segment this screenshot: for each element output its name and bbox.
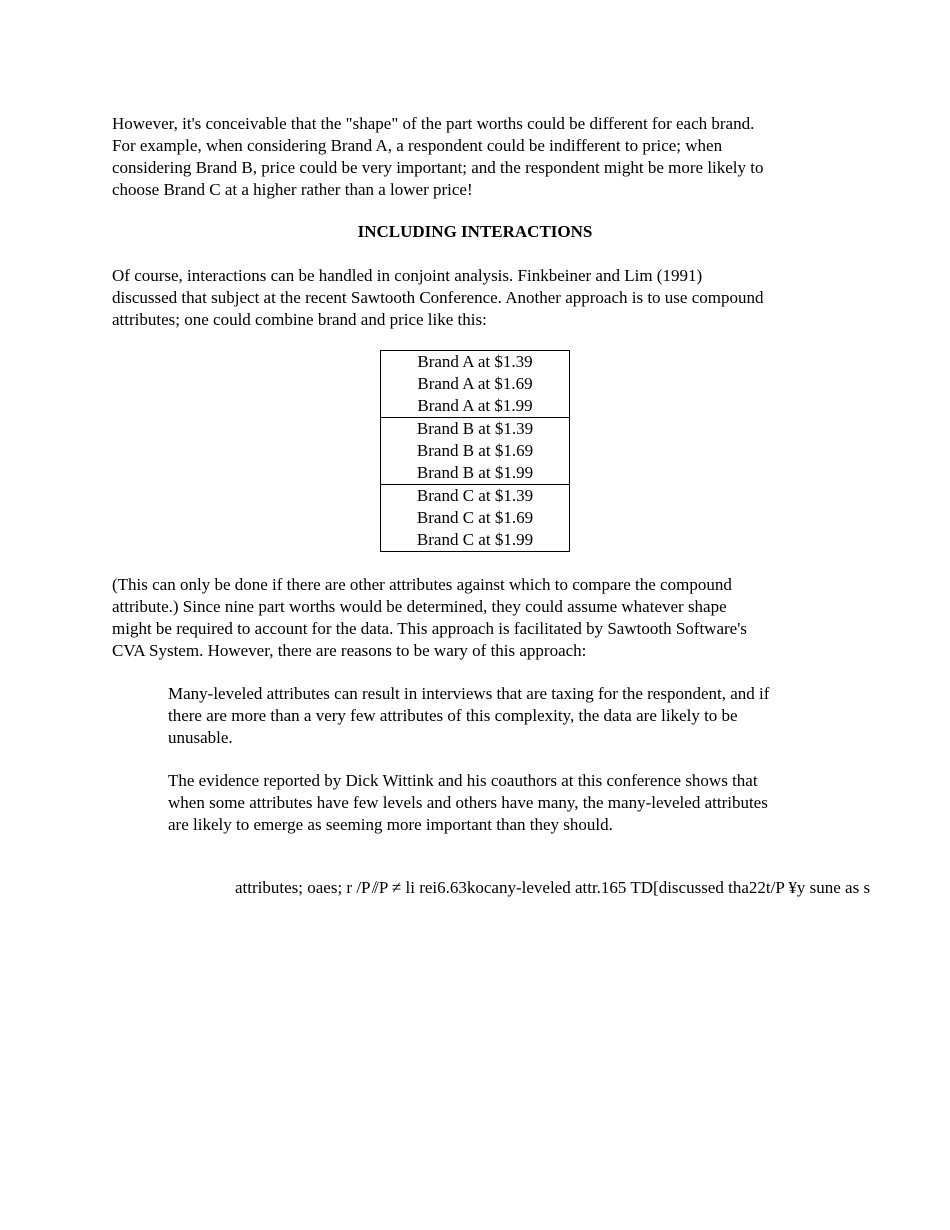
text-line: attributes; one could combine brand and price like this:	[112, 310, 487, 329]
table-cell: Brand B at $1.69	[416, 441, 534, 460]
text-line: discussed that subject at the recent Sawtooth Conference. Another approach is to use compound	[112, 288, 764, 307]
text-line: unusable.	[168, 728, 233, 747]
brand-b-group	[381, 417, 569, 484]
brand-a-group	[381, 351, 569, 417]
table-cell: Brand A at $1.69	[417, 374, 533, 393]
text-line: The evidence reported by Dick Wittink and his coauthors at this conference shows that	[168, 771, 758, 790]
text-line: (This can only be done if there are other attributes against which to compare the compound	[112, 575, 732, 594]
text-line: Many-leveled attributes can result in interviews that are taxing for the respondent, and if	[168, 684, 770, 703]
table-cell: Brand B at $1.39	[416, 419, 534, 438]
brand-c-group	[381, 484, 569, 551]
table-cell: Brand C at $1.99	[416, 530, 534, 549]
text-line: are likely to emerge as seeming more important than they should.	[168, 815, 613, 834]
text-line: might be required to account for the data. This approach is facilitated by Sawtooth Software's	[112, 619, 747, 638]
text-line: Of course, interactions can be handled in conjoint analysis. Finkbeiner and Lim (1991)	[112, 266, 703, 285]
table-cell: Brand C at $1.39	[416, 486, 534, 505]
text-line: attribute.) Since nine part worths would be determined, they could assume whatever shape	[112, 597, 727, 616]
text-line: choose Brand C at a higher rather than a lower price!	[112, 180, 473, 199]
compound-attributes-table	[380, 350, 570, 552]
section-heading: INCLUDING INTERACTIONS	[357, 222, 593, 241]
table-cell: Brand B at $1.99	[416, 463, 534, 482]
text-line: considering Brand B, price could be very important; and the respondent might be more likely to	[112, 158, 764, 177]
text-line: For example, when considering Brand A, a respondent could be indifferent to price; when	[112, 136, 723, 155]
text-line: However, it's conceivable that the "shape" of the part worths could be different for each brand.	[112, 114, 755, 133]
text-line: when some attributes have few levels and others have many, the many-leveled attributes	[168, 793, 768, 812]
garbled-text-line: attributes; oaes; r /P ̸/P ≠ li rei6.63kocany-leveled attr.165 TD[discussed tha22t/P ¥y sune as s	[235, 878, 871, 897]
table-cell: Brand A at $1.39	[417, 352, 533, 371]
table-cell: Brand A at $1.99	[417, 396, 533, 415]
text-line: CVA System. However, there are reasons to be wary of this approach:	[112, 641, 587, 660]
table-cell: Brand C at $1.69	[416, 508, 534, 527]
text-line: there are more than a very few attributes of this complexity, the data are likely to be	[168, 706, 738, 725]
